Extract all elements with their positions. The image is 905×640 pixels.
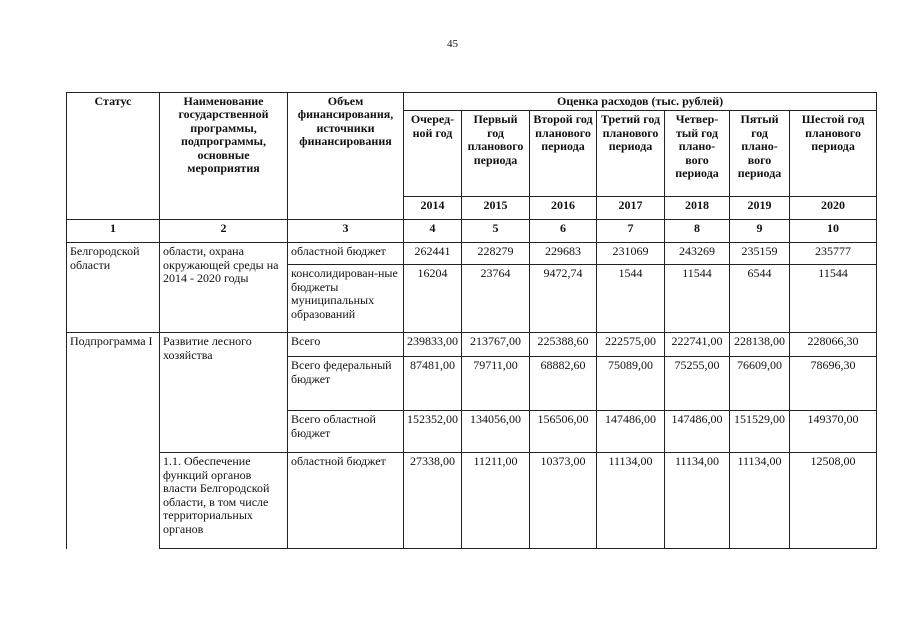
column-number: 5 [462, 220, 530, 243]
value-cell: 152352,00 [404, 411, 462, 453]
value-cell: 27338,00 [404, 453, 462, 549]
column-number: 8 [665, 220, 730, 243]
column-number: 10 [790, 220, 877, 243]
row-measure-name: 1.1. Обеспечение функций органов власти Белгородской области, в том числе территориальных органов [160, 453, 288, 549]
header-program-name: Наименование государственной программы, подпрограммы, основные мероприятия [160, 93, 288, 220]
row-program-name: Развитие лесного хозяйства [160, 333, 288, 453]
value-cell: 1544 [597, 265, 665, 333]
value-cell: 235159 [730, 243, 790, 265]
value-cell: 239833,00 [404, 333, 462, 357]
value-cell: 78696,30 [790, 357, 877, 411]
value-cell: 134056,00 [462, 411, 530, 453]
table-row [67, 243, 877, 265]
header-period: Первый год планового периода [462, 111, 530, 197]
column-number: 7 [597, 220, 665, 243]
row-program-name: области, охрана окружающей среды на 2014 - 2020 годы [160, 243, 288, 333]
header-period: Второй год планового периода [530, 111, 597, 197]
page-number: 45 [447, 38, 458, 50]
column-number: 9 [730, 220, 790, 243]
header-period: Шестой год планового периода [790, 111, 877, 197]
value-cell: 231069 [597, 243, 665, 265]
row-funding-source: Всего [288, 333, 404, 357]
header-year: 2018 [665, 197, 730, 220]
row-status: Подпрограмма I [67, 333, 160, 549]
value-cell: 228066,30 [790, 333, 877, 357]
value-cell: 75089,00 [597, 357, 665, 411]
value-cell: 235777 [790, 243, 877, 265]
value-cell: 151529,00 [730, 411, 790, 453]
row-funding-source: Всего областной бюджет [288, 411, 404, 453]
value-cell: 213767,00 [462, 333, 530, 357]
value-cell: 11544 [790, 265, 877, 333]
value-cell: 149370,00 [790, 411, 877, 453]
header-period: Третий год планового периода [597, 111, 665, 197]
value-cell: 9472,74 [530, 265, 597, 333]
budget-table [66, 92, 877, 549]
value-cell: 68882,60 [530, 357, 597, 411]
value-cell: 11134,00 [597, 453, 665, 549]
header-year: 2016 [530, 197, 597, 220]
header-year: 2019 [730, 197, 790, 220]
header-expense-estimate: Оценка расходов (тыс. рублей) [404, 93, 877, 111]
header-year: 2017 [597, 197, 665, 220]
value-cell: 147486,00 [665, 411, 730, 453]
header-financing-volume: Объем финансирования, источники финансирования [288, 93, 404, 220]
header-period: Очеред-ной год [404, 111, 462, 197]
value-cell: 11134,00 [730, 453, 790, 549]
value-cell: 10373,00 [530, 453, 597, 549]
value-cell: 222741,00 [665, 333, 730, 357]
value-cell: 147486,00 [597, 411, 665, 453]
row-funding-source: областной бюджет [288, 453, 404, 549]
value-cell: 11211,00 [462, 453, 530, 549]
header-year: 2020 [790, 197, 877, 220]
row-funding-source: Всего федеральный бюджет [288, 357, 404, 411]
value-cell: 243269 [665, 243, 730, 265]
column-number: 4 [404, 220, 462, 243]
header-year: 2015 [462, 197, 530, 220]
header-status: Статус [67, 93, 160, 220]
row-status: Белгородской области [67, 243, 160, 333]
column-number: 6 [530, 220, 597, 243]
value-cell: 222575,00 [597, 333, 665, 357]
value-cell: 75255,00 [665, 357, 730, 411]
value-cell: 87481,00 [404, 357, 462, 411]
value-cell: 23764 [462, 265, 530, 333]
value-cell: 16204 [404, 265, 462, 333]
row-funding-source: областной бюджет [288, 243, 404, 265]
row-funding-source: консолидирован-ные бюджеты муниципальных образований [288, 265, 404, 333]
value-cell: 225388,60 [530, 333, 597, 357]
value-cell: 262441 [404, 243, 462, 265]
column-number: 3 [288, 220, 404, 243]
value-cell: 228279 [462, 243, 530, 265]
table-row [67, 453, 877, 549]
value-cell: 11134,00 [665, 453, 730, 549]
column-number: 2 [160, 220, 288, 243]
value-cell: 12508,00 [790, 453, 877, 549]
column-number: 1 [67, 220, 160, 243]
value-cell: 76609,00 [730, 357, 790, 411]
value-cell: 156506,00 [530, 411, 597, 453]
value-cell: 228138,00 [730, 333, 790, 357]
header-period: Пятый год плано-вого периода [730, 111, 790, 197]
value-cell: 6544 [730, 265, 790, 333]
value-cell: 229683 [530, 243, 597, 265]
value-cell: 79711,00 [462, 357, 530, 411]
header-period: Четвер-тый год плано-вого периода [665, 111, 730, 197]
value-cell: 11544 [665, 265, 730, 333]
header-year: 2014 [404, 197, 462, 220]
table-row [67, 333, 877, 357]
